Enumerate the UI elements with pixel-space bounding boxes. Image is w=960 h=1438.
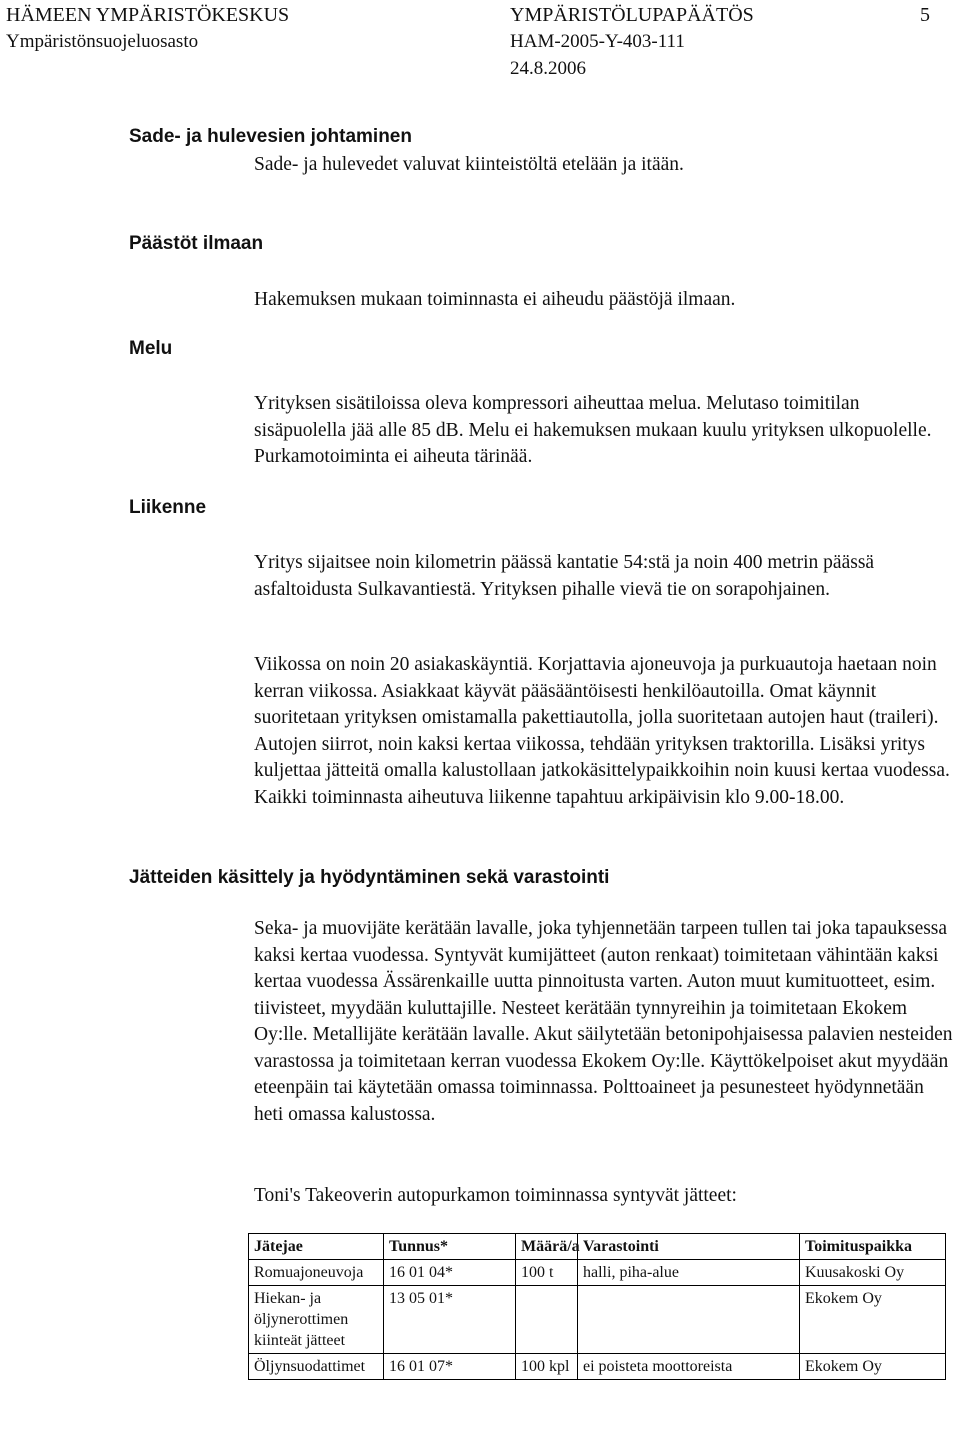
paragraph-air-emissions: Hakemuksen mukaan toiminnasta ei aiheudu päästöjä ilmaan.	[254, 289, 736, 310]
header-dept: Ympäristönsuojeluosasto	[6, 31, 199, 52]
table-cell: 100 kpl	[516, 1354, 578, 1380]
table-row	[249, 1286, 946, 1354]
table-cell: ei poisteta moottoreista	[578, 1354, 800, 1380]
table-cell: Öljynsuodattimet	[249, 1354, 384, 1380]
table-cell	[516, 1286, 578, 1354]
table-cell: Hiekan- ja öljynerottimen kiinteät jätteet	[249, 1286, 384, 1354]
table-cell: Kuusakoski Oy	[800, 1260, 946, 1286]
table-cell: Romuajoneuvoja	[249, 1260, 384, 1286]
table-row	[249, 1354, 946, 1380]
table-cell: 13 05 01*	[384, 1286, 516, 1354]
header-date: 24.8.2006	[510, 58, 586, 79]
header-doc-number: HAM-2005-Y-403-111	[510, 31, 685, 52]
column-header-code: Tunnus*	[384, 1234, 516, 1260]
table-header-row	[249, 1234, 946, 1260]
waste-table	[248, 1233, 946, 1380]
paragraph-traffic-location: Yritys sijaitsee noin kilometrin päässä kantatie 54:stä ja noin 400 metrin päässä asfaltoidusta Sulkavantiestä. Yrityksen pihalle vievä tie on sorapohjainen.	[254, 552, 875, 600]
table-intro: Toni's Takeoverin autopurkamon toiminnassa syntyvät jätteet:	[254, 1185, 737, 1206]
paragraph-waste: Seka- ja muovijäte kerätään lavalle, joka tyhjennetään tarpeen tullen tai joka tapauksessa kaksi kertaa vuodessa. Syntyvät kumijätteet (auton renkaat) toimitetaan vähintään kaksi kertaa vuodessa Ässärenkaille uutta pinnoitusta varten. Auton muut kumituotteet, esim. tiivisteet, myydään kuluttajille. Nesteet kerätään tynnyreihin ja toimitetaan Ekokem Oy:lle. Metallijäte kerätään lavalle. Akut säilytetään betonipohjaisessa palavien nesteiden varastossa ja toimitetaan kerran vuodessa Ekokem Oy:lle. Käyttökelpoiset akut myydään eteenpäin tai käytetään omassa toiminnassa. Polttoaineet ja pesunesteet hyödynnetään heti omassa kalustossa.	[254, 918, 953, 1125]
section-title-stormwater: Sade- ja hulevesien johtaminen	[129, 126, 412, 147]
table-cell	[578, 1286, 800, 1354]
header-org: HÄMEEN YMPÄRISTÖKESKUS	[6, 4, 290, 26]
table-cell: halli, piha-alue	[578, 1260, 800, 1286]
section-title-waste: Jätteiden käsittely ja hyödyntäminen sekä varastointi	[129, 867, 610, 888]
table-cell: 100 t	[516, 1260, 578, 1286]
table-row	[249, 1260, 946, 1286]
header-page-number: 5	[920, 4, 930, 26]
column-header-storage: Varastointi	[578, 1234, 800, 1260]
paragraph-stormwater: Sade- ja hulevedet valuvat kiinteistöltä etelään ja itään.	[254, 154, 684, 175]
table-cell: Ekokem Oy	[800, 1354, 946, 1380]
table-cell: 16 01 04*	[384, 1260, 516, 1286]
table-cell: 16 01 07*	[384, 1354, 516, 1380]
column-header-delivery: Toimituspaikka	[800, 1234, 946, 1260]
paragraph-traffic-visits: Viikossa on noin 20 asiakaskäyntiä. Korjattavia ajoneuvoja ja purkuautoja haetaan noin kerran viikossa. Asiakkaat käyvät pääsääntöisesti henkilöautoilla. Omat käynnit suoritetaan yrityksen omistamalla pakettiautolla, jolla suoritetaan autojen haut (traileri). Autojen siirrot, noin kaksi kertaa viikossa, tehdään yrityksen traktorilla. Lisäksi yritys kuljettaa jätteitä omalla kalustollaan jatkokäsittelypaikkoihin noin kuusi kertaa vuodessa. Kaikki toiminnasta aiheutuva liikenne tapahtuu arkipäivisin klo 9.00-18.00.	[254, 654, 950, 808]
section-title-noise: Melu	[129, 338, 173, 359]
header-doc-type: YMPÄRISTÖLUPAPÄÄTÖS	[510, 4, 754, 26]
section-title-air-emissions: Päästöt ilmaan	[129, 233, 264, 254]
table-cell: Ekokem Oy	[800, 1286, 946, 1354]
column-header-amount: Määrä/a	[516, 1234, 578, 1260]
section-title-traffic: Liikenne	[129, 497, 207, 518]
column-header-waste-type: Jätejae	[249, 1234, 384, 1260]
paragraph-noise: Yrityksen sisätiloissa oleva kompressori aiheuttaa melua. Melutaso toimitilan sisäpuolella jää alle 85 dB. Melu ei hakemuksen mukaan kuulu yrityksen ulkopuolelle. Purkamotoiminta ei aiheuta tärinää.	[254, 393, 932, 467]
